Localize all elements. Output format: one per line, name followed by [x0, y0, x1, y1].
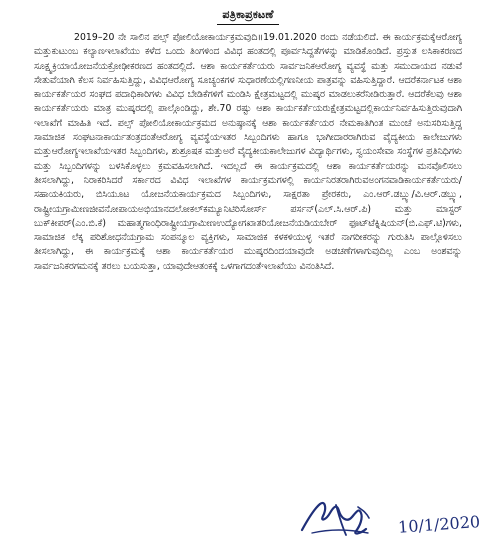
handwritten-signature: [292, 495, 402, 543]
signature-area: [292, 495, 480, 543]
signature-date: 10/1/2020: [397, 512, 481, 537]
press-release-body: 2019–20 ನೇ ಸಾಲಿನ ಪಲ್ಸ್ ಪೋಲಿಯೋಕಾರ್ಯಕ್ರಮವುದಿ॥19.01.2020 ರಂದು ನಡೆಯಲಿದೆ. ಈ ಕಾರ್ಯಕ್ರಮಕ್ಕೆಆರೋಗ್ಯ ಮತ್ತುಕುಟುಂಬ ಕಲ್ಯಾಣಇಲಾಖೆಯು ಕಳೆದ ಒಂದು ತಿಂಗಳಿಂದ ವಿವಿಧ ಹಂತದಲ್ಲಿ ಪೂರ್ವಸಿದ್ದತೆಗಳನ್ನು ಮಾಡಿಕೊಂಡಿದೆ. ಪ್ರಸ್ತುತ ಲಸಿಕಾಕರಣದ ಸೂಕ್ಷ್ಮಕ್ರಿಯಾಯೋಜನೆಯಕ್ರೋಢೀಕರಣದ ಹಂತದಲ್ಲಿದೆ. ಆಶಾ ಕಾರ್ಯಕರ್ತೆಯರು ಸಾರ್ವಜನಿಕಆರೋಗ್ಯ ವ್ಯವಸ್ಥೆ ಮತ್ತು ಸಮುದಾಯದ ನಡುವೆ ಸೇತುವೆಯಾಗಿ ಕೆಲಸ ನಿರ್ವಹಿಸುತ್ತಿದ್ದು, ವಿವಿಧಆರೋಗ್ಯ ಸೂಚ್ಯಂಕಗಳ ಸುಧಾರಣೆಯಲ್ಲಿಗಣನೀಯ ಪಾತ್ರವನ್ನು ವಹಿಸುತ್ತಿದ್ದಾರೆ. ಆದರೆಕರ್ನಾಟಕ ಆಶಾ ಕಾರ್ಯಕರ್ತೆಯರ ಸಂಘದ ಪದಾಧಿಕಾರಿಗಳು ವಿವಿಧ ಬೇಡಿಕೆಗಳಿಗೆ ಮಂಡಿಸಿ ಕ್ಷೇತ್ರಮಟ್ಟದಲ್ಲಿ ಮುಷ್ಕರ ಮಾಡಲುಕರೆನೀಡಿರುತ್ತಾರೆ. ಆದರೆಕೆಲವು ಆಶಾ ಕಾರ್ಯಕರ್ತೆಯರು ಮಾತ್ರ ಮುಷ್ಕರದಲ್ಲಿ ಪಾಲ್ಗೊಂಡಿದ್ದು, ಶೇ.70 ರಷ್ಟು ಆಶಾ ಕಾರ್ಯಕರ್ತೆಯರುಕ್ಷೇತ್ರಮಟ್ಟದಲ್ಲಿಕಾರ್ಯನಿರ್ವಹಿಸುತ್ತಿರುವುದಾಗಿ ಇಲಾಖೆಗೆ ಮಾಹಿತಿ ಇದೆ. ಪಲ್ಸ್ ಪೋಲಿಯೋಕಾರ್ಯಕ್ರಮದ ಅನುಷ್ಠಾನಕ್ಕೆ ಆಶಾ ಕಾರ್ಯಕರ್ತೆಯರ ನೇಮಕಾತಿಗಿಂತ ಮುಂಚೆ ಅನುಸರಿಸುತ್ತಿದ್ದ ಸಾಮಾಜಿಕ ಸಂಘಟನಾಕಾರ್ಯತಂತ್ರದಂತೆಆರೋಗ್ಯ ವ್ಯವಸ್ಥೆಯಇತರ ಸಿಬ್ಬಂದಿಗಳು ಹಾಗೂ ಭಾಗೀದಾರರಾಗಿರುವ ವೈದ್ಯಕೀಯ ಕಾಲೇಜುಗಳು ಮತ್ತುಆರೋಗ್ಯಇಲಾಖೆಯಇತರ ಸಿಬ್ಬಂದಿಗಳು, ಶುಶ್ರೂಷಕ ಮತ್ತುಅರೆ ವೈದ್ಯಕೀಯಕಾಲೇಜುಗಳ ವಿದ್ಯಾರ್ಥಿಗಳು, ಸ್ವಯಂಸೇವಾ ಸಂಸ್ಥೆಗಳ ಪ್ರತಿನಿಧಿಗಳು ಮತ್ತು ಸಿಬ್ಬಂದಿಗಳನ್ನು ಬಳಸಿಕೊಳ್ಳಲು ಕ್ರಮವಹಿಸಲಾಗಿದೆ. ಇದಲ್ಲದೆ ಈ ಕಾರ್ಯಕ್ರಮದಲ್ಲಿ ಆಶಾ ಕಾರ್ಯಕರ್ತೆಯರನ್ನು ಮನವೊಲಿಸಲು ತೀಸಲಾಗಿದ್ದು, ನಿರಾಕರಿಸಿದರೆ ಸರ್ಕಾರದ ವಿವಿಧ ಇಲಾಖೆಗಳ ಕಾರ್ಯಕ್ರಮಗಳಲ್ಲಿ ಕಾರ್ಯನಿರತರಾಗಿರುವಅಂಗನವಾಡಿಕಾರ್ಯಕರ್ತೆಯರು/ಸಹಾಯಕಿಯರು, ಬಿಸಿಯೂಟ ಯೋಜನೆಯಕಾರ್ಯಕ್ರಮದ ಸಿಬ್ಬಂದಿಗಳು, ಸಾಕ್ಷರತಾ ಪ್ರೇರಕರು, ಎಂ.ಆರ್.ಡಬ್ಲ್ಯು/ವಿ.ಆರ್.ಡಬ್ಲ್ಯು, ರಾಷ್ಟ್ರೀಯಗ್ರಾಮೀಣಜೀವನೋಪಾಯಅಭಿಯಾನದಲೋಕಲ್‌ಕಮ್ಯೂನಿಟಿರಿಸೋರ್ಸ್ ಪರ್ಸನ್(ಎಲ್.ಸಿ.ಆರ್.ಪಿ) ಮತ್ತು ಮಾಸ್ಟರ್ ಬುಕ್‌ಕೀಪರ್(ಎಂ.ಬಿ.ಕೆ) ಮಹಾತ್ಮಗಾಂಧಿರಾಷ್ಟ್ರೀಯಗ್ರಾಮೀಣಉದ್ಯೋಗಖಾತರಿಯೋಜನೆಯಡಿಯಬೇರ್ ಫೂಟ್‌ಟೆಕ್ನಿಷಿಯನ್(ಬಿ.ಎಫ್.ಟಿ)ಗಳು, ಸಾಮಾಜಿಕ ಲೆಕ್ಕ ಪರಿಶೋಧನೆಯಗ್ರಾಮ ಸಂಪನ್ಮೂಲ ವ್ಯಕ್ತಿಗಳು, ಸಾಮಾಜಿಕ ಕಳಕಳಿಯುಳ್ಳ ಇತರೆ ನಾಗರೀಕರನ್ನು ಗುರುತಿಸಿ ಪಾಲ್ಗೊಳಿಸಲು ತೀಸಲಾಗಿದ್ದು, ಈ ಕಾರ್ಯಕ್ರಮಕ್ಕೆ ಆಶಾ ಕಾರ್ಯಕರ್ತೆಯರ ಮುಷ್ಕರದಿಂದಯಾವುದೇ ಅಡಚಣೆಗಳಾಗುವುದಿಲ್ಲ ಎಂಬ ಅಂಶವನ್ನು ಸಾರ್ವಜನಿಕರಗಮನಕ್ಕೆ ತರಲು ಬಯಸುತ್ತಾ, ಯಾವುದೇಆತಂಕಕ್ಕೆ ಒಳಗಾಗದಂತೆಇಲಾಖೆಯು ವಿನಂತಿಸಿದೆ.: [34, 32, 462, 272]
press-release-title: ಪತ್ರಿಕಾಪ್ರಕಟಣೆ: [222, 8, 274, 21]
title-underline: [217, 24, 279, 25]
